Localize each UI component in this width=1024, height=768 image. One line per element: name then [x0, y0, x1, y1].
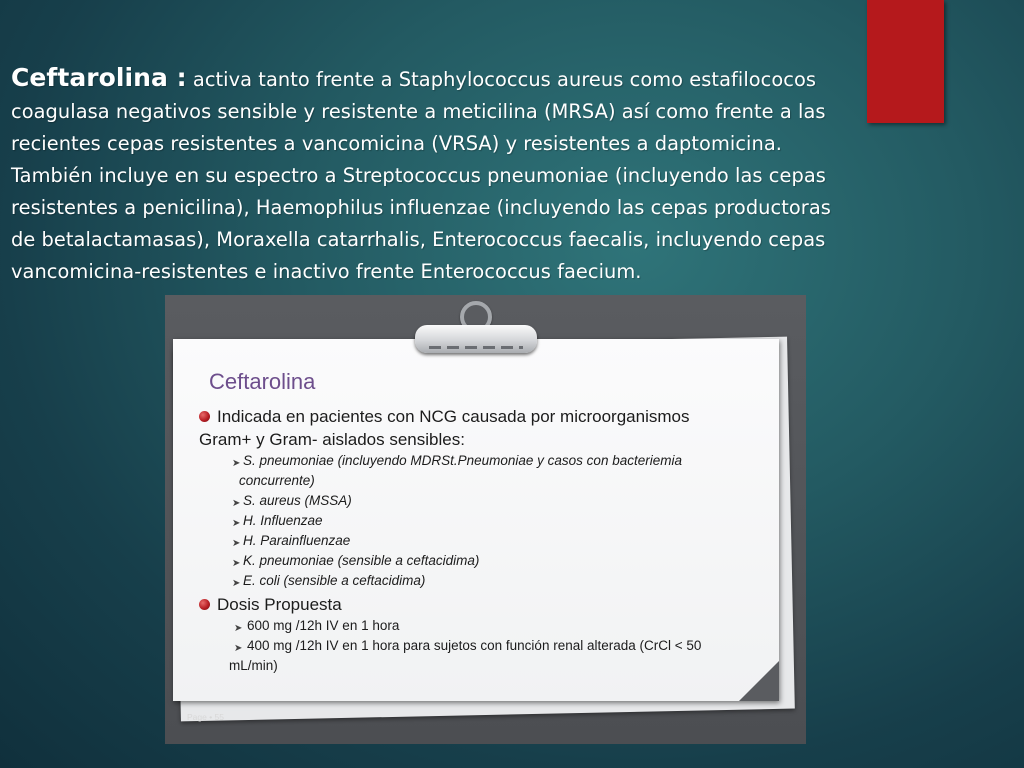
intro-term: Ceftarolina :	[11, 63, 187, 92]
intro-line-3: recientes cepas resistentes a vancomicina (VRSA) y resistentes a daptomicina.	[11, 132, 782, 155]
list-item	[199, 551, 769, 571]
indication-bullet	[199, 405, 769, 451]
clipboard-figure	[165, 295, 806, 744]
page-number: Page • 55	[187, 712, 225, 722]
clip-dots	[429, 346, 523, 349]
organism-text: H. Parainfluenzae	[243, 533, 351, 548]
arrow-bullet-icon: ➤	[232, 518, 241, 529]
list-item	[199, 491, 769, 511]
paper-clip-icon	[415, 325, 537, 353]
dose-text: 600 mg /12h IV en 1 hora	[247, 618, 400, 633]
arrow-bullet-icon: ➤	[234, 643, 243, 654]
list-item	[199, 451, 769, 491]
organism-text: E. coli (sensible a ceftacidima)	[243, 573, 426, 588]
list-item	[199, 636, 769, 676]
red-bullet-icon	[199, 599, 210, 610]
intro-line-7: vancomicina-resistentes e inactivo frente Enterococcus faecium.	[11, 260, 642, 283]
list-item	[199, 571, 769, 591]
organism-text: S. aureus (MSSA)	[243, 493, 352, 508]
organism-text: S. pneumoniae (incluyendo MDRSt.Pneumoniae y casos con bacteriemia	[243, 453, 682, 468]
arrow-bullet-icon: ➤	[232, 558, 241, 569]
dosis-heading: Dosis Propuesta	[217, 595, 342, 614]
figure-title: Ceftarolina	[209, 369, 316, 394]
arrow-bullet-icon: ➤	[234, 623, 243, 634]
list-item	[199, 531, 769, 551]
indication-line-1: Indicada en pacientes con NCG causada por microorganismos	[217, 407, 690, 426]
indication-line-2: Gram+ y Gram- aislados sensibles:	[199, 430, 465, 449]
figure-body	[199, 405, 769, 676]
intro-line-1	[11, 62, 881, 96]
list-item	[199, 511, 769, 531]
intro-paragraph	[11, 62, 881, 288]
arrow-bullet-icon: ➤	[232, 458, 241, 469]
intro-line-6: de betalactamasas), Moraxella catarrhalis, Enterococcus faecalis, incluyendo cepas	[11, 228, 826, 251]
organism-text-cont: concurrente)	[239, 473, 315, 488]
arrow-bullet-icon: ➤	[232, 498, 241, 509]
intro-line-5: resistentes a penicilina), Haemophilus influenzae (incluyendo las cepas productoras	[11, 196, 831, 219]
red-bullet-icon	[199, 411, 210, 422]
list-item	[199, 616, 769, 636]
dose-text-cont: mL/min)	[229, 658, 278, 673]
dose-text: 400 mg /12h IV en 1 hora para sujetos con función renal alterada (CrCl < 50	[247, 638, 702, 653]
intro-line-4: También incluye en su espectro a Streptococcus pneumoniae (incluyendo las cepas	[11, 164, 826, 187]
arrow-bullet-icon: ➤	[232, 578, 241, 589]
organism-text: H. Influenzae	[243, 513, 323, 528]
intro-line-1-text: activa tanto frente a Staphylococcus aureus como estafilococos	[186, 68, 817, 91]
arrow-bullet-icon: ➤	[232, 538, 241, 549]
intro-line-2: coagulasa negativos sensible y resistente a meticilina (MRSA) así como frente a las	[11, 100, 826, 123]
dosis-bullet	[199, 593, 769, 616]
organism-text: K. pneumoniae (sensible a ceftacidima)	[243, 553, 480, 568]
